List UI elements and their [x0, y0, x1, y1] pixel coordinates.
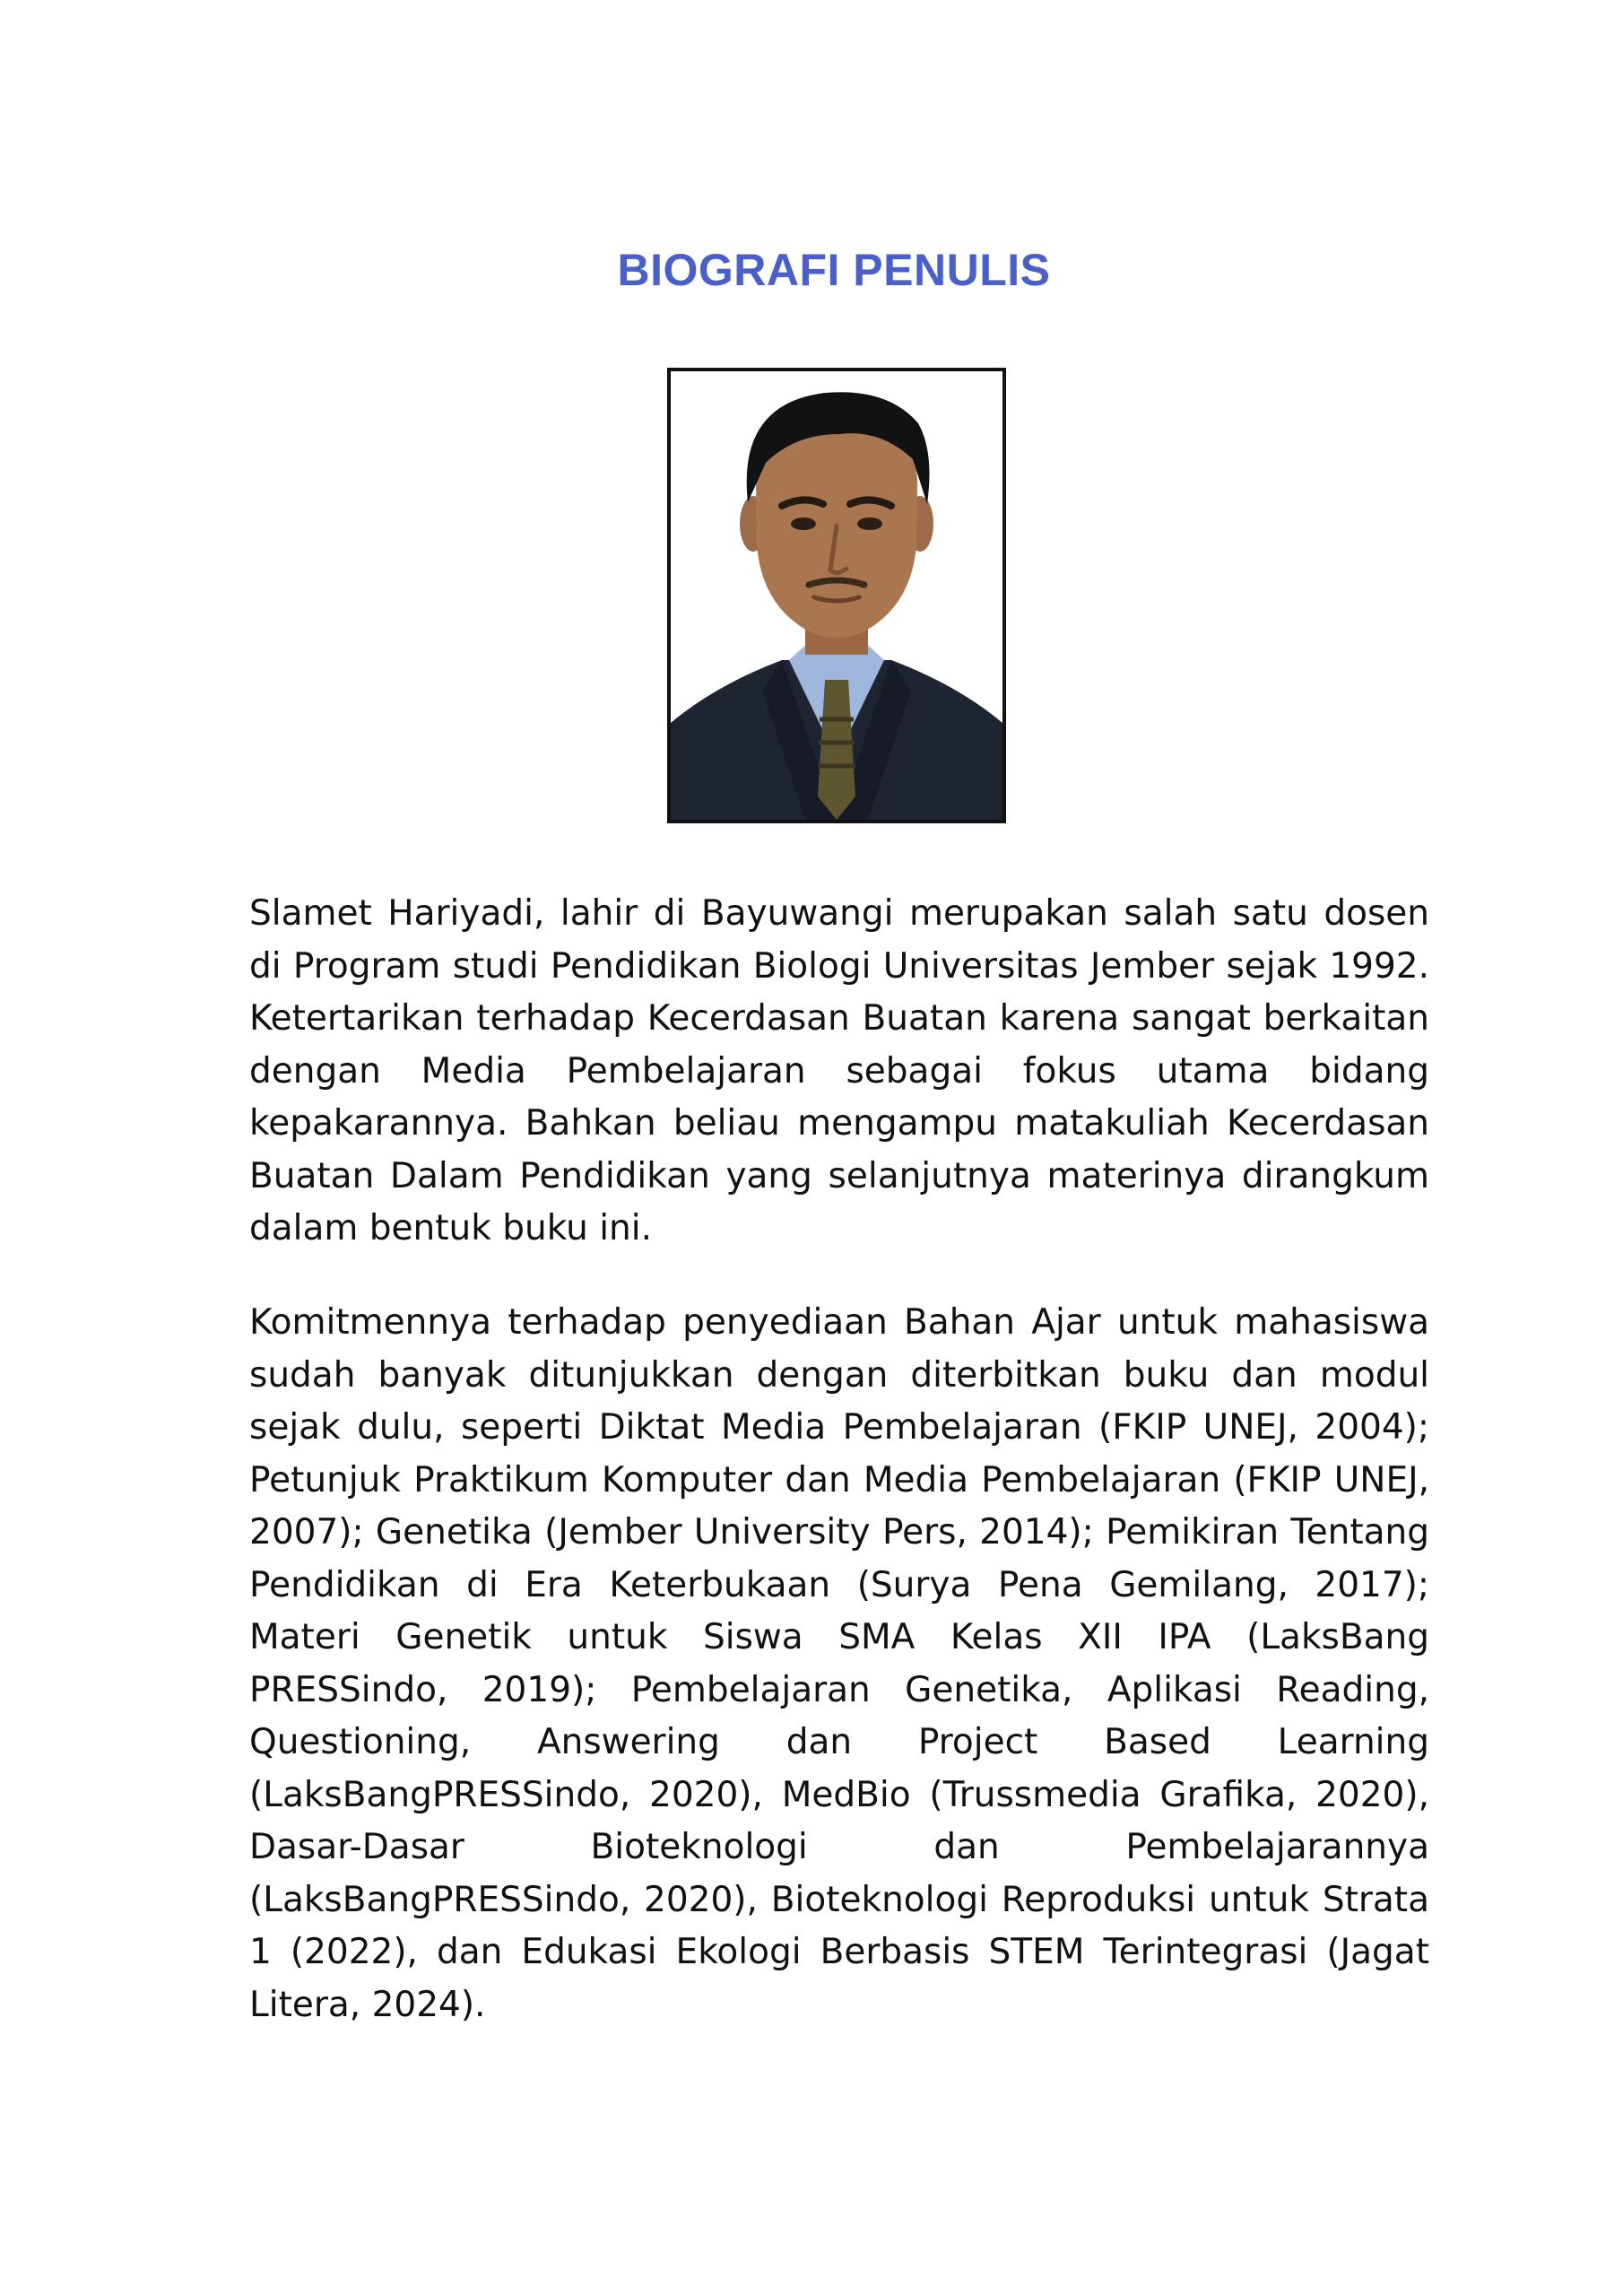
left-eye-shape [791, 517, 816, 530]
author-photo-frame [667, 368, 1006, 823]
biography-paragraph-2: Komitmennya terhadap penyediaan Bahan Ajar untuk mahasiswa sudah banyak ditunjukkan dengan diterbitkan buku dan modul sejak dulu, seperti Diktat Media Pembelajaran (FKIP UNEJ, 2004); Petunjuk Praktikum Komputer dan Media Pembelajaran (FKIP UNEJ, 2007); Genetika (Jember University Pers, 2014); Pemikiran Tentang Pendidikan di Era Keterbukaan (Surya Pena Gemilang, 2017); Materi Genetik untuk Siswa SMA Kelas XII IPA (LaksBang PRESSindo, 2019); Pembelajaran Genetika, Aplikasi Reading, Questioning, Answering dan Project Based Learning (LaksBangPRESSindo, 2020), MedBio (Trussmedia Grafika, 2020), Dasar-Dasar Bioteknologi dan Pembelajarannya (LaksBangPRESSindo, 2020), Bioteknologi Reproduksi untuk Strata 1 (2022), dan Edukasi Ekologi Berbasis STEM Terintegrasi (Jagat Litera, 2024). [249, 1302, 1429, 2025]
page-title: BIOGRAFI PENULIS [617, 245, 1051, 295]
right-eye-shape [857, 517, 882, 530]
author-portrait-icon [671, 371, 1002, 820]
biography-paragraph-1: Slamet Hariyadi, lahir di Bayuwangi merupakan salah satu dosen di Program studi Pendidikan Biologi Universitas Jember sejak 1992. Ketertarikan terhadap Kecerdasan Buatan karena sangat berkaitan dengan Media Pembelajaran sebagai fokus utama bidang kepakarannya. Bahkan beliau mengampu matakuliah Kecerdasan Buatan Dalam Pendidikan yang selanjutnya materinya dirangkum dalam bentuk buku ini. [249, 893, 1429, 1248]
